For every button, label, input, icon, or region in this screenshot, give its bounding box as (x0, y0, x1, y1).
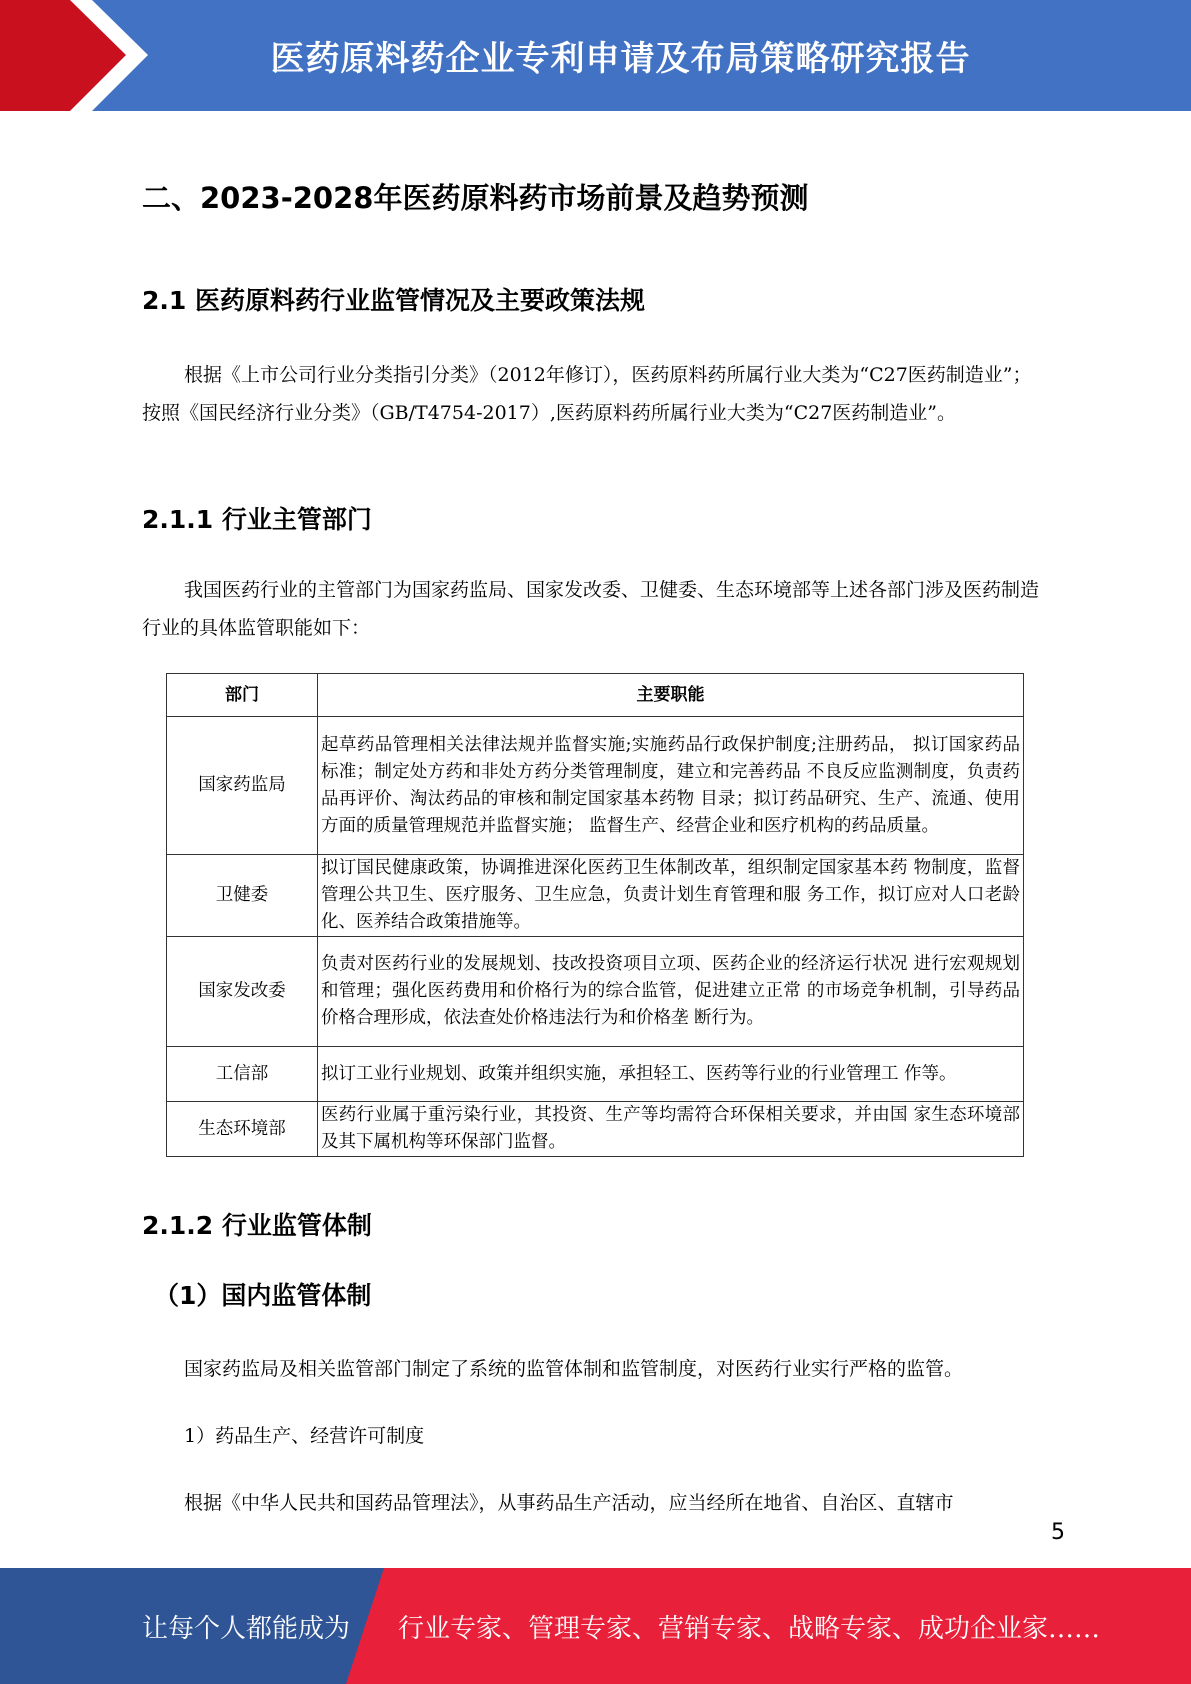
paragraph-authorities: 我国医药行业的主管部门为国家药监局、国家发改委、卫健委、生态环境部等上述各部门涉及医药制造行业的具体监管职能如下： (142, 579, 1040, 639)
duty-cell: 起草药品管理相关法律法规并监督实施;实施药品行政保护制度;注册药品， 拟订国家药品标准；制定处方药和非处方药分类管理制度，建立和完善药品 不良反应监测制度，负责药品再评价、淘汰药品的审核和制定国家基本药物 目录；拟订药品研究、生产、流通、使用方面的质量管理规范并监督实施； 监督生产、经营企业和医疗机构的药品质量。 (318, 717, 1024, 855)
table-row (167, 855, 1024, 937)
department-cell: 工信部 (167, 1047, 318, 1102)
paragraph-license: 根据《中华人民共和国药品管理法》，从事药品生产活动，应当经所在地省、自治区、直辖市 (184, 1492, 954, 1514)
department-cell: 生态环境部 (167, 1102, 318, 1157)
report-title: 医药原料药企业专利申请及布局策略研究报告 (270, 39, 971, 79)
subsection-title-2-1-2: 2.1.2 行业监管体制 (142, 1211, 372, 1240)
header-banner (0, 0, 1191, 111)
list-item-title-license: 1）药品生产、经营许可制度 (184, 1425, 425, 1447)
footer-slogan-right: 行业专家、管理专家、营销专家、战略专家、成功企业家…… (398, 1613, 1101, 1644)
page-number: 5 (1051, 1520, 1065, 1545)
table-header-row (167, 674, 1024, 717)
duty-cell: 医药行业属于重污染行业，其投资、生产等均需符合环保相关要求，并由国 家生态环境部及其下属机构等环保部门监督。 (318, 1102, 1024, 1157)
table-row (167, 1047, 1024, 1102)
paragraph-industry-classification: 根据《上市公司行业分类指引分类》（2012年修订），医药原料药所属行业大类为“C27医药制造业”；按照《国民经济行业分类》（GB/T4754-2017）,医药原料药所属行业大类为“C27医药制造业”。 (142, 364, 1032, 424)
department-cell: 卫健委 (167, 855, 318, 937)
subsection-title-2-1: 2.1 医药原料药行业监管情况及主要政策法规 (142, 286, 645, 315)
duty-cell: 拟订工业行业规划、政策并组织实施，承担轻工、医药等行业的行业管理工 作等。 (318, 1047, 1024, 1102)
department-cell: 国家药监局 (167, 717, 318, 855)
column-header-department: 部门 (167, 674, 318, 717)
footer-slogan-left: 让每个人都能成为 (142, 1613, 351, 1644)
duty-cell: 拟订国民健康政策，协调推进深化医药卫生体制改革，组织制定国家基本药 物制度，监督管理公共卫生、医疗服务、卫生应急，负责计划生育管理和服 务工作，拟订应对人口老龄化、医养结合政策措施等。 (318, 855, 1024, 937)
paragraph-domestic-regulation: 国家药监局及相关监管部门制定了系统的监管体制和监管制度，对医药行业实行严格的监管。 (184, 1358, 964, 1380)
table-row (167, 937, 1024, 1047)
section-title: 二、2023-2028年医药原料药市场前景及趋势预测 (142, 181, 809, 215)
table-row (167, 1102, 1024, 1157)
table-row (167, 717, 1024, 855)
department-cell: 国家发改委 (167, 937, 318, 1047)
duty-cell: 负责对医药行业的发展规划、技改投资项目立项、医药企业的经济运行状况 进行宏观规划和管理；强化医药费用和价格行为的综合监管，促进建立正常 的市场竞争机制，引导药品价格合理形成，依法查处价格违法行为和价格垄 断行为。 (318, 937, 1024, 1047)
header-arrow-icon (0, 0, 150, 111)
subsection-title-domestic: （1）国内监管体制 (154, 1281, 372, 1310)
subsection-title-2-1-1: 2.1.1 行业主管部门 (142, 505, 372, 534)
footer-banner (0, 1568, 1191, 1684)
column-header-duties: 主要职能 (318, 674, 1024, 717)
authority-duty-table (166, 673, 1024, 1157)
